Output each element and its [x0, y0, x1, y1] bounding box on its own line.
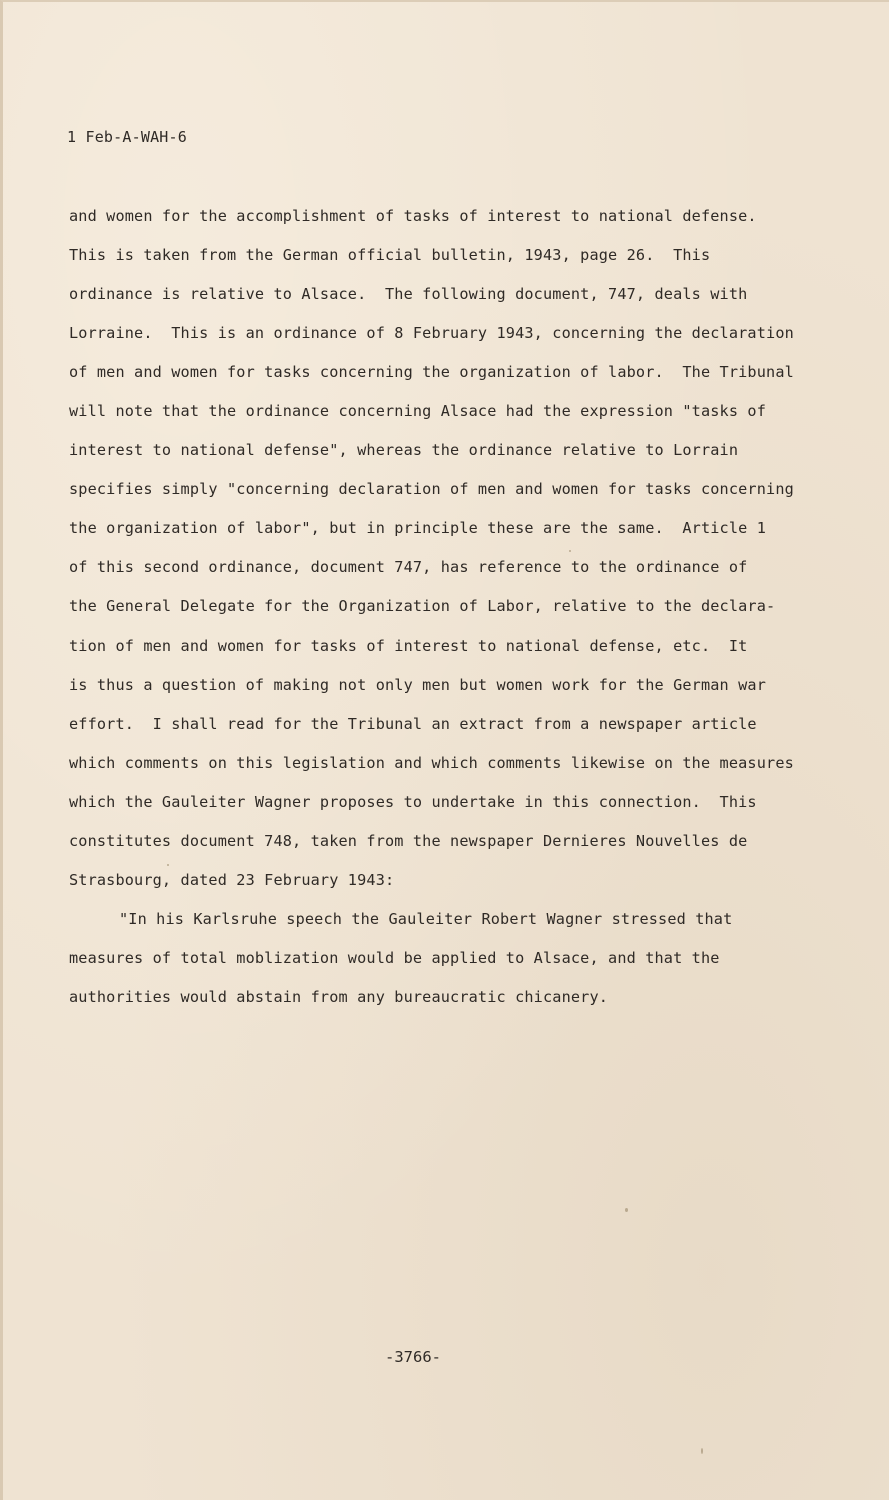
- text-line: the General Delegate for the Organization of Labor, relative to the declara-: [69, 597, 776, 616]
- text-line: Strasbourg, dated 23 February 1943:: [69, 870, 395, 889]
- text-line: specifies simply "concerning declaration of men and women for tasks concerning: [69, 480, 794, 499]
- text-line: ordinance is relative to Alsace. The following document, 747, deals with: [69, 285, 748, 304]
- paper-speck: [701, 1448, 703, 1454]
- text-line: will note that the ordinance concerning Alsace had the expression "tasks of: [69, 402, 767, 421]
- text-line: interest to national defense", whereas the ordinance relative to Lorrain: [69, 441, 739, 460]
- document-body: [69, 201, 839, 1021]
- text-line: and women for the accomplishment of tasks of interest to national defense.: [69, 207, 757, 225]
- text-line: This is taken from the German official bulletin, 1943, page 26. This: [69, 246, 711, 265]
- text-line: effort. I shall read for the Tribunal an extract from a newspaper article: [69, 714, 757, 733]
- text-line: tion of men and women for tasks of interest to national defense, etc. It: [69, 636, 748, 655]
- text-line: constitutes document 748, taken from the newspaper Dernieres Nouvelles de: [69, 831, 748, 850]
- text-line: of men and women for tasks concerning the organization of labor. The Tribunal: [69, 363, 794, 382]
- document-header: 1 Feb-A-WAH-6: [67, 128, 187, 146]
- text-line: the organization of labor", but in principle these are the same. Article 1: [69, 519, 767, 538]
- quote-line: authorities would abstain from any bureaucratic chicanery.: [69, 987, 609, 1006]
- text-line: which comments on this legislation and which comments likewise on the measures: [69, 753, 794, 772]
- text-line: is thus a question of making not only men but women work for the German war: [69, 675, 767, 694]
- text-line: which the Gauleiter Wagner proposes to undertake in this connection. This: [69, 792, 757, 811]
- paper-speck: [569, 550, 571, 552]
- text-line: Lorraine. This is an ordinance of 8 February 1943, concerning the declaration: [69, 324, 794, 343]
- paper-speck: [625, 1208, 628, 1212]
- page-number: -3766-: [385, 1348, 441, 1366]
- quote-line: measures of total moblization would be applied to Alsace, and that the: [69, 948, 720, 967]
- quote-line: "In his Karlsruhe speech the Gauleiter Robert Wagner stressed that: [119, 909, 733, 928]
- text-line: of this second ordinance, document 747, has reference to the ordinance of: [69, 558, 748, 577]
- paper-speck: [167, 864, 169, 866]
